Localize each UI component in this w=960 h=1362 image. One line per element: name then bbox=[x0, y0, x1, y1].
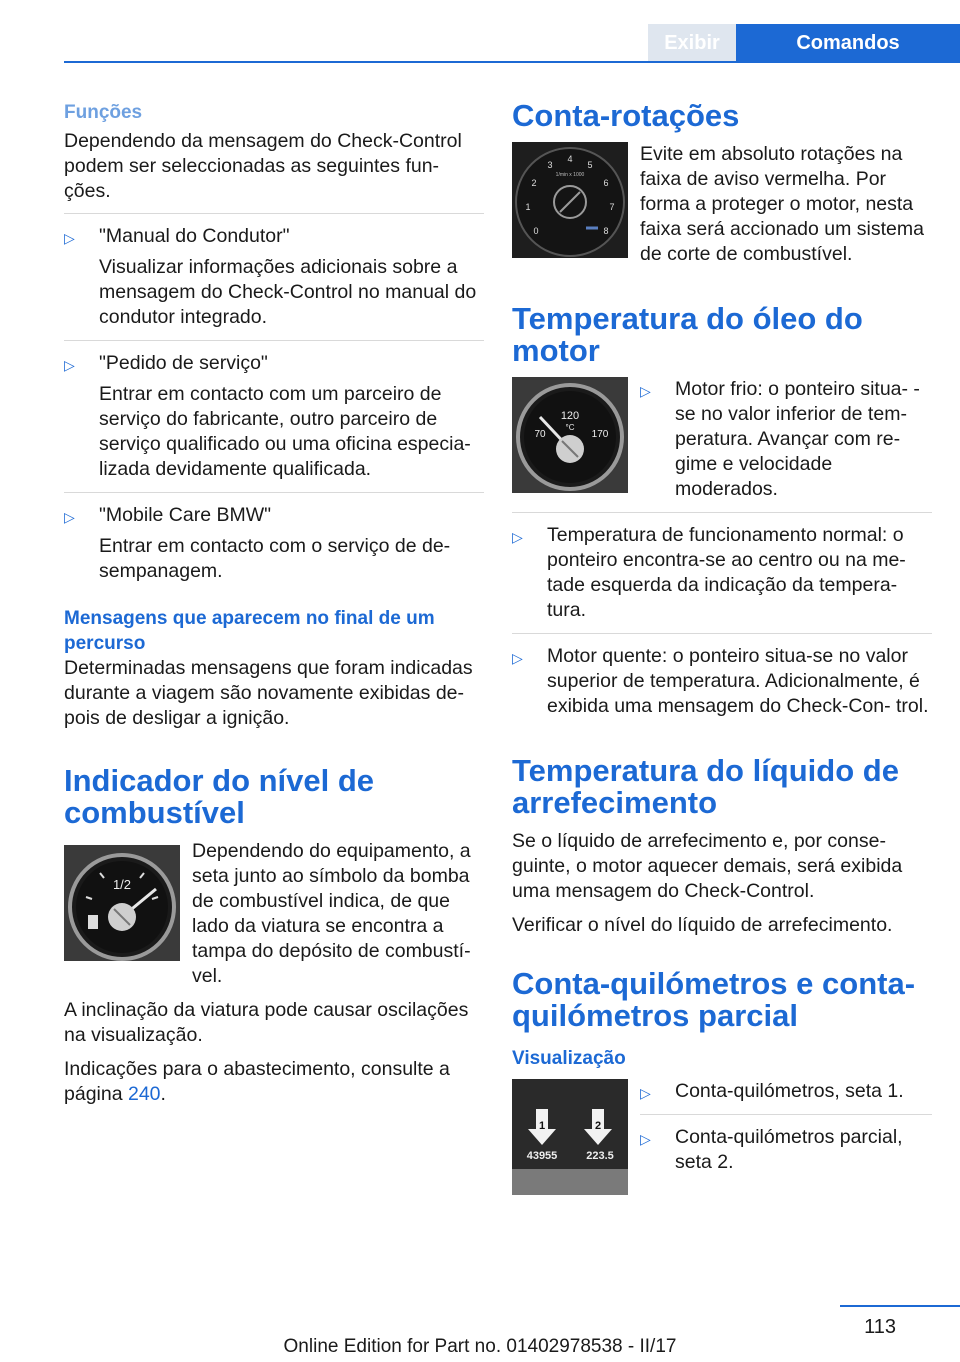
header-rule bbox=[64, 61, 960, 63]
list-item bbox=[64, 503, 484, 584]
footer-rule bbox=[840, 1305, 960, 1307]
tripmeter-value: 223.5 bbox=[586, 1150, 614, 1162]
divider bbox=[512, 512, 932, 513]
rpm-unit: 1/min x 1000 bbox=[555, 172, 585, 178]
odometer-display-image bbox=[512, 1079, 628, 1195]
rpm-tick-label: 2 bbox=[531, 178, 537, 188]
right-column bbox=[512, 100, 932, 1195]
tab-exibir[interactable]: Exibir bbox=[648, 24, 736, 62]
fuel-text3-post: . bbox=[160, 1083, 166, 1105]
bullet-triangle-icon: ▷ bbox=[512, 529, 523, 545]
list-item-title: "Pedido de serviço" bbox=[99, 352, 268, 374]
bullet-triangle-icon: ▷ bbox=[512, 650, 523, 666]
rpm-tick-label: 1 bbox=[525, 202, 531, 212]
list-item-desc: Visualizar informações adicionais sobre a mensagem do Check-Control no manual do condutor integrado. bbox=[99, 256, 477, 328]
list-item-title: "Manual do Condutor" bbox=[99, 225, 290, 247]
oil-list-top bbox=[640, 377, 932, 502]
odo-subheading: Visualização bbox=[512, 1048, 626, 1069]
list-item bbox=[640, 1125, 932, 1175]
rpm-tick-label: 3 bbox=[547, 160, 553, 170]
oil-gauge-center: 120 bbox=[560, 410, 580, 422]
list-item bbox=[640, 1079, 932, 1104]
oil-gauge-unit: °C bbox=[565, 423, 575, 432]
odo-arrow2-label: 2 bbox=[594, 1120, 602, 1132]
divider bbox=[64, 492, 484, 493]
rpm-tick-label: 4 bbox=[567, 154, 573, 164]
fuel-gauge-icon bbox=[64, 845, 180, 961]
fuel-gauge-label: 1/2 bbox=[112, 877, 132, 892]
edition-footer: Online Edition for Part no. 01402978538 - II/17 bbox=[283, 1336, 677, 1357]
tachometer-icon bbox=[512, 142, 628, 258]
page-link[interactable]: 240 bbox=[127, 1083, 161, 1105]
divider bbox=[512, 633, 932, 634]
list-item-text: Motor quente: o ponteiro situa-se no valor superior de temperatura. Adicionalmente, é exibida uma mensagem do Check-Con- trol. bbox=[547, 645, 929, 717]
oil-gauge-high: 170 bbox=[591, 429, 609, 440]
bullet-triangle-icon: ▷ bbox=[640, 1085, 651, 1101]
rpm-tick-label: 5 bbox=[587, 160, 593, 170]
tab-comandos[interactable]: Comandos bbox=[736, 24, 960, 62]
list-item bbox=[64, 351, 484, 482]
page-header bbox=[0, 24, 960, 62]
divider bbox=[64, 340, 484, 341]
fuel-text3-pre: Indicações para o abastecimento, consulte a página bbox=[64, 1058, 450, 1105]
rpm-tick-label: 8 bbox=[603, 226, 609, 236]
rpm-tick-label: 7 bbox=[609, 202, 615, 212]
bullet-triangle-icon: ▷ bbox=[64, 509, 75, 525]
list-item-text: Motor frio: o ponteiro situa- -se no valor inferior de tem- peratura. Avançar com re- gime e velocidade moderados. bbox=[675, 378, 920, 500]
left-column bbox=[64, 100, 484, 1116]
list-item bbox=[640, 377, 932, 502]
rpm-tick-label: 0 bbox=[533, 226, 539, 236]
fuel-text: Dependendo do equipamento, a seta junto ao símbolo da bomba de combustível indica, de que lado da viatura se encontra a tampa do depósito de combustí- vel. bbox=[192, 840, 471, 987]
rpm-text: Evite em absoluto rotações na faixa de aviso vermelha. Por forma a proteger o motor, nesta faixa será accionado um sistema de corte de combustível. bbox=[640, 143, 924, 265]
divider bbox=[64, 213, 484, 214]
odo-heading: Conta-quilómetros e conta- quilómetros parcial bbox=[512, 966, 916, 1033]
end-msg-text: Determinadas mensagens que foram indicadas durante a viagem são novamente exibidas de- pois de desligar a ignição. bbox=[64, 657, 473, 729]
fuel-heading: Indicador do nível de combustível bbox=[64, 763, 375, 830]
rpm-tick-label: 6 bbox=[603, 178, 609, 188]
bullet-triangle-icon: ▷ bbox=[64, 357, 75, 373]
oil-gauge-low: 70 bbox=[534, 429, 546, 440]
list-item bbox=[512, 644, 932, 719]
end-msg-heading: Mensagens que aparecem no final de um percurso bbox=[64, 608, 435, 654]
fuel-gauge-image bbox=[64, 845, 180, 961]
rpm-gauge-image bbox=[512, 142, 628, 258]
odo-section bbox=[512, 1079, 932, 1195]
funcoes-intro: Dependendo da mensagem do Check-Control podem ser seleccionadas as seguintes fun- ções. bbox=[64, 130, 462, 202]
fuel-text2: A inclinação da viatura pode causar oscilações na visualização. bbox=[64, 999, 469, 1046]
list-item-desc: Entrar em contacto com o serviço de de- sempanagem. bbox=[99, 535, 451, 582]
coolant-heading: Temperatura do líquido de arrefecimento bbox=[512, 753, 899, 820]
odo-list bbox=[640, 1079, 932, 1195]
fuel-section bbox=[64, 839, 484, 998]
list-item-desc: Entrar em contacto com um parceiro de serviço do fabricante, outro parceiro de serviço qualificado ou uma oficina especia- lizada devidamente qualificada. bbox=[99, 383, 471, 480]
list-item bbox=[512, 523, 932, 623]
rpm-heading: Conta-rotações bbox=[512, 98, 740, 133]
page-number: 113 bbox=[864, 1316, 896, 1338]
oil-temp-gauge-icon bbox=[512, 377, 628, 493]
oil-section bbox=[512, 377, 932, 502]
list-item-text: Temperatura de funcionamento normal: o ponteiro encontra-se ao centro ou na me- tade esquerda da indicação da tempera- tura. bbox=[547, 524, 906, 621]
odo-arrow1-label: 1 bbox=[538, 1120, 546, 1132]
funcoes-heading: Funções bbox=[64, 102, 143, 123]
list-item-text: Conta-quilómetros, seta 1. bbox=[675, 1080, 904, 1102]
rpm-section bbox=[512, 142, 932, 267]
fuel-text3 bbox=[64, 1057, 484, 1107]
bullet-triangle-icon: ▷ bbox=[64, 230, 75, 246]
divider bbox=[640, 1114, 932, 1115]
list-item-text: Conta-quilómetros parcial, seta 2. bbox=[675, 1126, 903, 1173]
oil-heading: Temperatura do óleo do motor bbox=[512, 301, 863, 368]
list-item bbox=[64, 224, 484, 330]
coolant-text: Se o líquido de arrefecimento e, por conse- guinte, o motor aquecer demais, será exibida uma mensagem do Check-Control. bbox=[512, 830, 903, 902]
bullet-triangle-icon: ▷ bbox=[640, 383, 651, 399]
list-item-title: "Mobile Care BMW" bbox=[99, 504, 272, 526]
coolant-text2: Verificar o nível do líquido de arrefecimento. bbox=[512, 914, 893, 936]
bullet-triangle-icon: ▷ bbox=[640, 1131, 651, 1147]
odometer-value: 43955 bbox=[526, 1150, 558, 1162]
oil-gauge-image bbox=[512, 377, 628, 493]
odometer-display-icon bbox=[512, 1079, 628, 1195]
